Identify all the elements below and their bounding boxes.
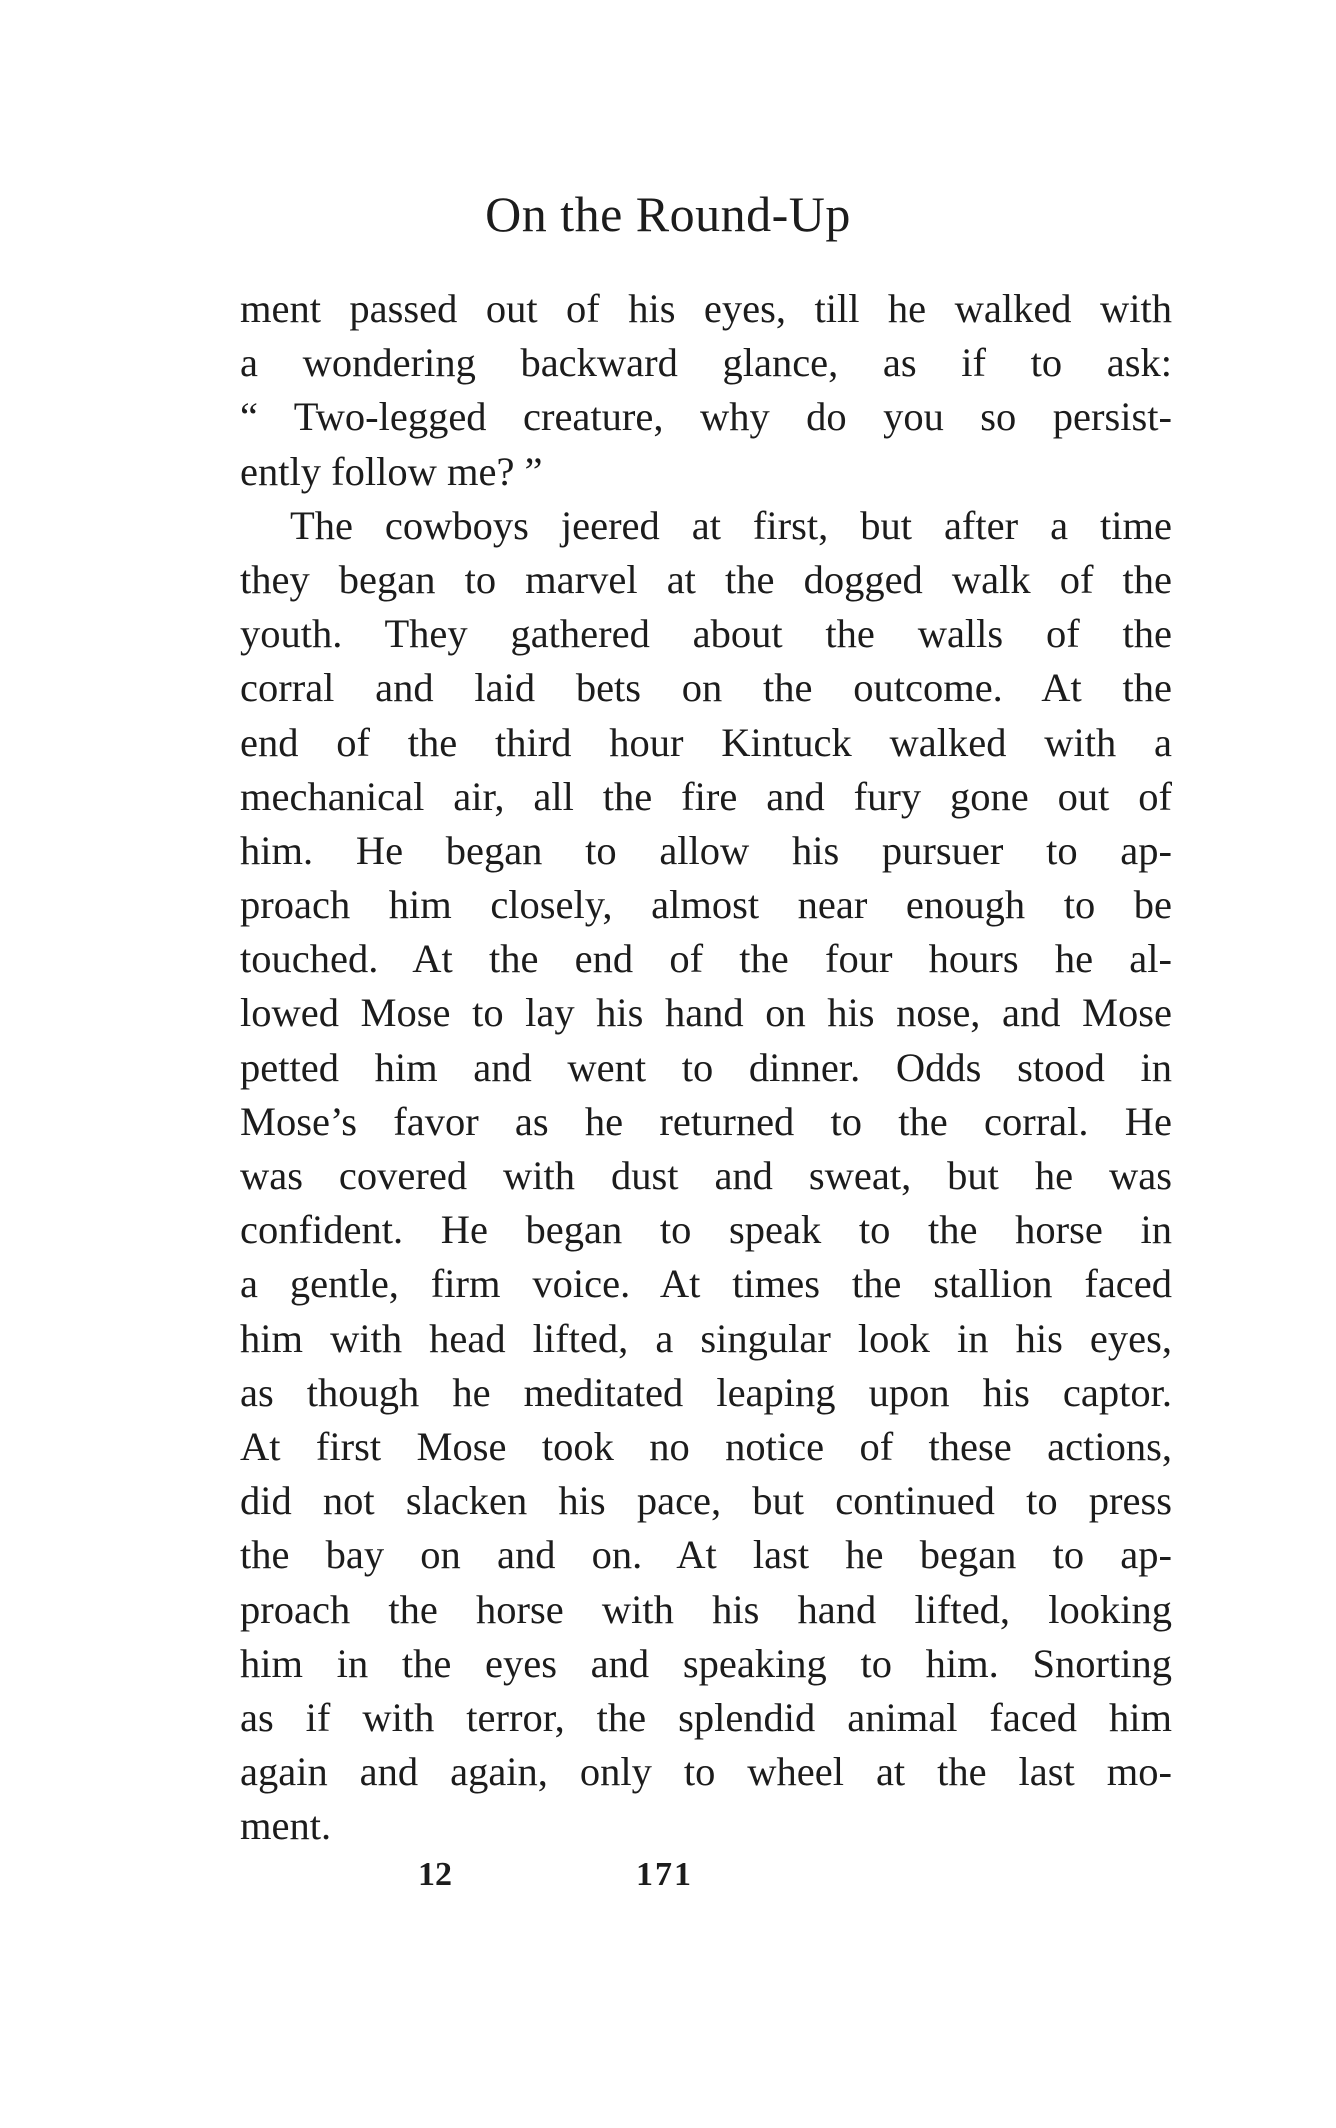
text-line: confident. He began to speak to the horse in: [240, 1207, 1172, 1253]
text-line: the bay on and on. At last he began to ap-: [240, 1532, 1172, 1578]
text-line: did not slacken his pace, but continued to press: [240, 1478, 1172, 1524]
text-line: him in the eyes and speaking to him. Snorting: [240, 1640, 1172, 1686]
signature-mark: 12: [418, 1856, 452, 1893]
text-line: proach him closely, almost near enough to be: [240, 882, 1172, 928]
text-line: him. He began to allow his pursuer to ap-: [240, 827, 1172, 873]
text-line: ment.: [240, 1803, 332, 1849]
text-line: proach the horse with his hand lifted, looking: [240, 1586, 1172, 1632]
text-line: Mose’s favor as he returned to the corral. He: [240, 1098, 1172, 1144]
text-line: as if with terror, the splendid animal faced him: [240, 1694, 1172, 1740]
text-line: a gentle, firm voice. At times the stallion faced: [240, 1261, 1172, 1307]
running-head: On the Round-Up: [485, 186, 851, 242]
text-line: mechanical air, all the fire and fury gone out of: [240, 773, 1172, 819]
text-line: corral and laid bets on the outcome. At the: [240, 665, 1172, 711]
text-line: was covered with dust and sweat, but he was: [240, 1153, 1172, 1198]
text-line: lowed Mose to lay his hand on his nose, and Mose: [240, 990, 1172, 1036]
text-line: touched. At the end of the four hours he al-: [240, 936, 1172, 982]
text-line: a wondering backward glance, as if to ask:: [240, 340, 1172, 386]
text-line: The cowboys jeered at first, but after a time: [290, 502, 1172, 548]
text-line: again and again, only to wheel at the last mo-: [240, 1749, 1172, 1795]
text-line: end of the third hour Kintuck walked with a: [240, 719, 1172, 765]
text-line: At first Mose took no notice of these actions,: [240, 1423, 1172, 1469]
text-line: petted him and went to dinner. Odds stood in: [240, 1044, 1172, 1090]
text-line: they began to marvel at the dogged walk of the: [240, 556, 1172, 602]
body-text: [240, 282, 1172, 1853]
text-line: ently follow me? ”: [240, 448, 543, 494]
text-line: youth. They gathered about the walls of the: [240, 611, 1172, 657]
text-line: “ Two-legged creature, why do you so persist-: [240, 394, 1172, 440]
text-line: ment passed out of his eyes, till he walked with: [240, 286, 1172, 331]
page-footer: [0, 1856, 1336, 1906]
text-line: him with head lifted, a singular look in his eyes,: [240, 1315, 1172, 1361]
text-line: as though he meditated leaping upon his captor.: [240, 1369, 1172, 1415]
page-number: 171: [636, 1856, 693, 1893]
